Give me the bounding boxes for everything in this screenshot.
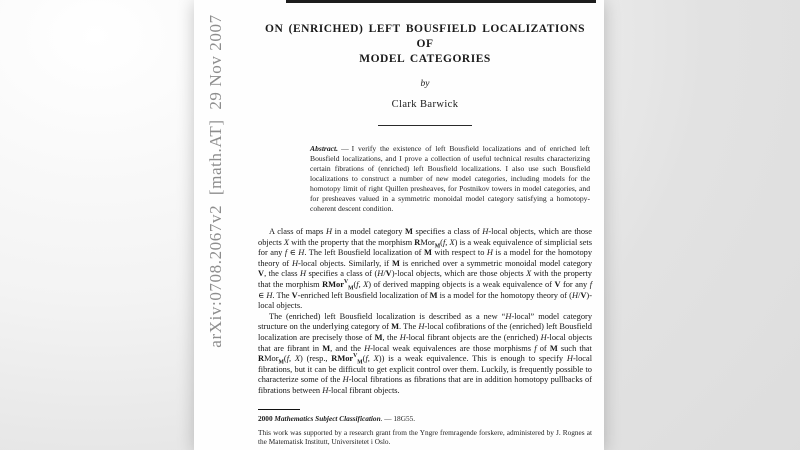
msc-footnote <box>258 414 592 424</box>
page-content <box>258 0 592 450</box>
pdf-page <box>194 0 604 450</box>
paper-title-line1: ON (ENRICHED) LEFT BOUSFIELD LOCALIZATIONS OF <box>265 23 585 50</box>
body-text <box>258 227 592 397</box>
abstract-text: I verify the existence of left Bousfield localizations and of enriched left Bousfield localizations, and I prove a collection of useful technical results characterizing certain fibrations of (enriched) left Bousfield localizations. I also use such Bousfield localizations to construct a number of new model categories, including models for the homotopy limit of right Quillen presheaves, for Postnikov towers in model categories, and for presheaves valued in a symmetric monoidal model category satisfying a homotopy-coherent descent condition. <box>310 144 590 213</box>
msc-year: 2000 <box>258 414 273 424</box>
body-paragraph-2: The (enriched) left Bousfield localization is described as a new “H-local” model category structure on the underlying category of M. The H-local cofibrations of the (enriched) left Bousfield localization are precisely those of M, the H-local fibrant objects are the (enriched) H-local objects that are fibrant in M, and the H-local weak equivalences are those morphisms f of M such that RMor$_M$(f, X) (resp., RMor$^V_M$(f, X)) is a weak equivalence. This is enough to specify H-local fibrations, but it can be difficult to get explicit control over them. Luckily, is frequently possible to characterize some of the H-local fibrations as fibrations that are in addition homotopy pullbacks of fibrations between H-local fibrant objects. <box>258 311 593 395</box>
paper-title <box>258 22 592 67</box>
byline: by <box>420 79 430 89</box>
footnote-rule <box>258 409 300 410</box>
abstract-label: Abstract. <box>310 144 339 153</box>
abstract-separator: — <box>341 144 349 153</box>
paper-title-line2: MODEL CATEGORIES <box>359 53 491 65</box>
support-footnote: This work was supported by a research grant from the Yngre fremragende forskere, administered by J. Rognes at the Matematisk Institutt, Universitetet i Oslo. <box>258 427 592 447</box>
abstract <box>310 144 590 214</box>
body-paragraph-1: A class of maps H in a model category M specifies a class of H-local objects, which are those objects X with the property that the morphism RMor$_M$(f, X) is a weak equivalence of simplicial sets for any f ∈ H. The left Bousfield localization of M with respect to H is a model for the homotopy theory of H-local objects. Similarly, if M is enriched over a symmetric monoidal model category V, the class H specifies a class of (H/V)-local objects, which are those objects X with the property that the morphism RMor$^V_M$(f, X) of derived mapping objects is a weak equivalence of V for any f ∈ H. The V-enriched left Bousfield localization of M is a model for the homotopy theory of (H/V)-local objects. <box>258 227 593 311</box>
title-divider <box>378 125 472 126</box>
msc-label: Mathematics Subject Classification <box>274 414 381 424</box>
footnote-block <box>258 409 592 450</box>
msc-value: . — 18G55. <box>380 414 416 424</box>
arxiv-stamp: arXiv:0708.2067v2 [math.AT] 29 Nov 2007 <box>206 14 225 348</box>
author-name: Clark Barwick <box>391 99 459 110</box>
